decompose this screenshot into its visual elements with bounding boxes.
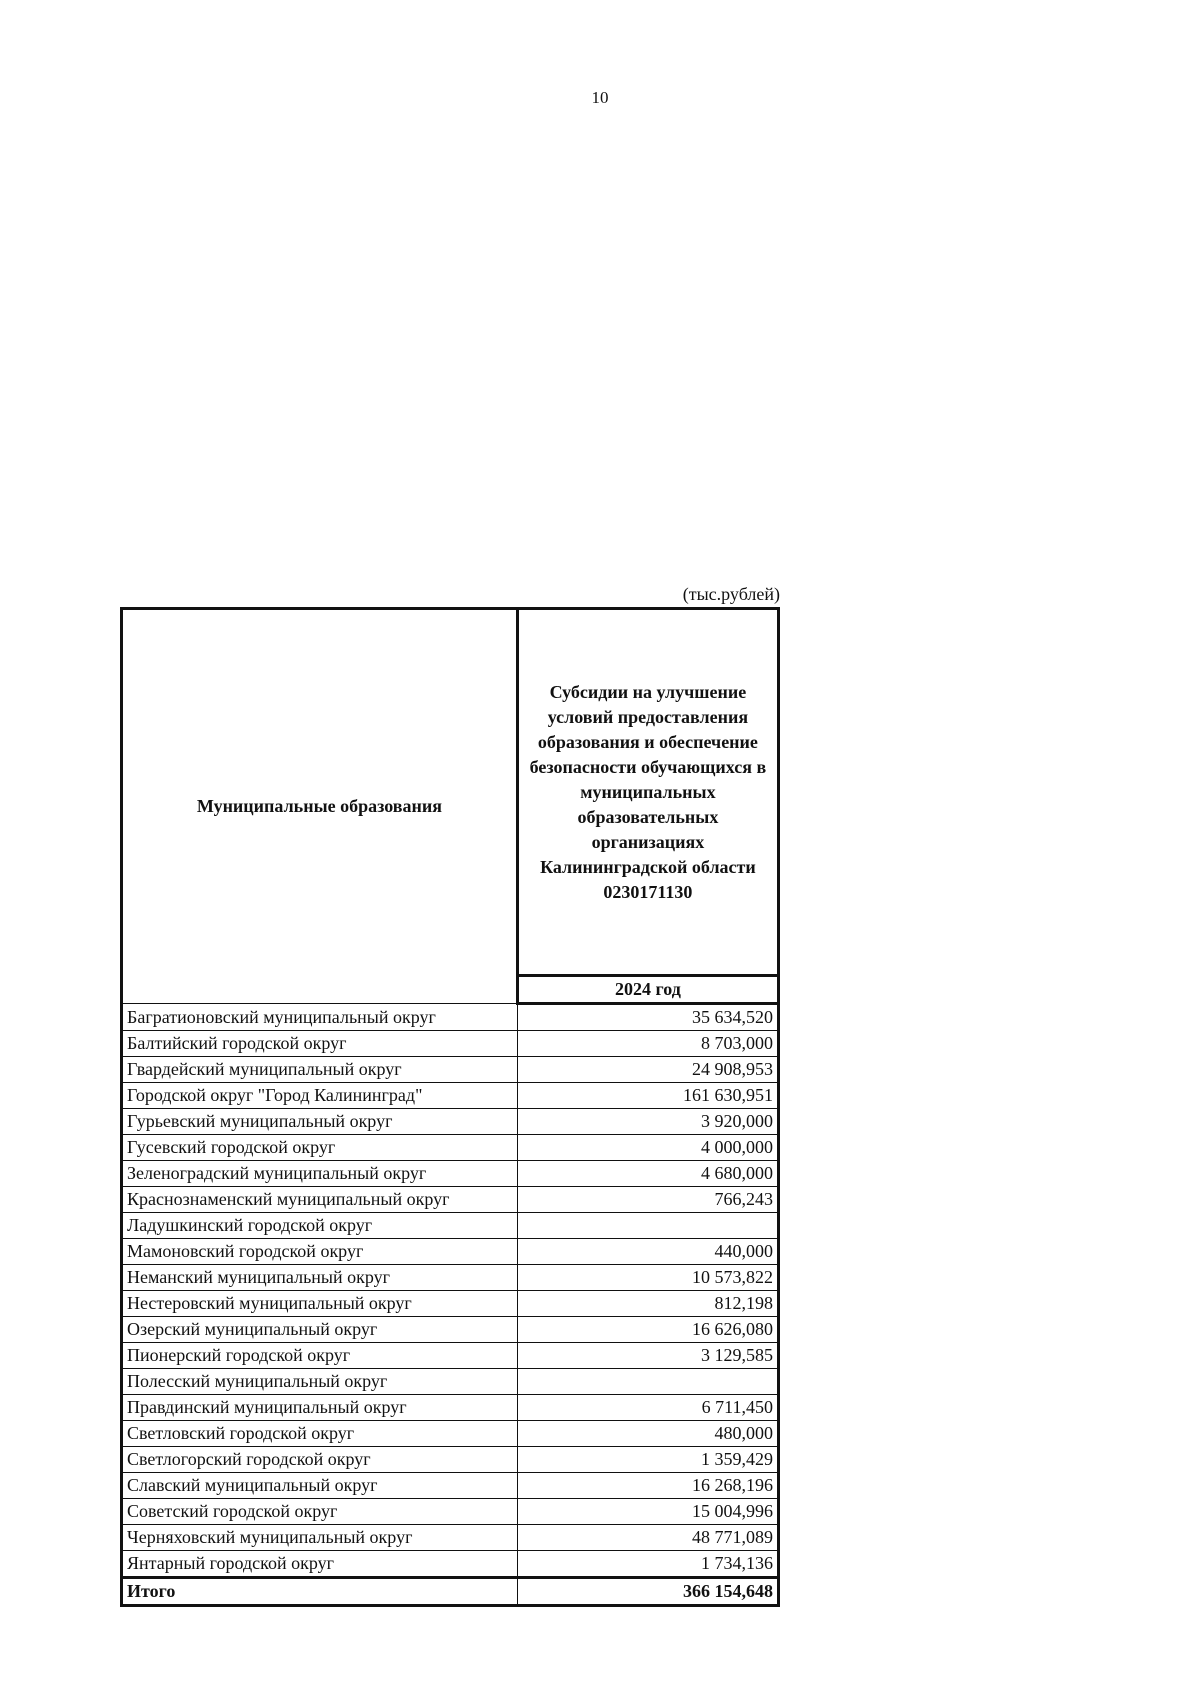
table-row [122, 1525, 779, 1551]
table-row [122, 1239, 779, 1265]
municipality-name-cell: Черняховский муниципальный округ [122, 1525, 518, 1551]
table-row [122, 1135, 779, 1161]
subsidy-value-cell: 3 920,000 [517, 1109, 778, 1135]
subsidy-value-cell: 1 734,136 [517, 1551, 778, 1578]
municipality-name-cell: Городской округ "Город Калининград" [122, 1083, 518, 1109]
table-row [122, 1161, 779, 1187]
table-row [122, 1291, 779, 1317]
table-row [122, 1551, 779, 1578]
table-row [122, 1395, 779, 1421]
table-row [122, 1031, 779, 1057]
municipality-name-cell: Советский городской округ [122, 1499, 518, 1525]
municipality-name-cell: Озерский муниципальный округ [122, 1317, 518, 1343]
subsidy-value-cell: 4 680,000 [517, 1161, 778, 1187]
table-row [122, 1317, 779, 1343]
municipality-name-cell: Правдинский муниципальный округ [122, 1395, 518, 1421]
table-row [122, 1187, 779, 1213]
subsidy-value-cell: 24 908,953 [517, 1057, 778, 1083]
subsidy-value-cell: 8 703,000 [517, 1031, 778, 1057]
subsidy-table [120, 607, 780, 1607]
subsidy-value-cell: 3 129,585 [517, 1343, 778, 1369]
municipality-name-cell: Светловский городской округ [122, 1421, 518, 1447]
municipality-column-header: Муниципальные образования [122, 609, 518, 1004]
municipality-name-cell: Светлогорский городской округ [122, 1447, 518, 1473]
municipality-name-cell: Ладушкинский городской округ [122, 1213, 518, 1239]
subsidy-value-cell: 766,243 [517, 1187, 778, 1213]
municipality-name-cell: Краснознаменский муниципальный округ [122, 1187, 518, 1213]
subsidy-value-cell [517, 1213, 778, 1239]
table-row [122, 1369, 779, 1395]
subsidy-value-cell: 48 771,089 [517, 1525, 778, 1551]
subsidy-column-header: Субсидии на улучшение условий предоставления образования и обеспечение безопасности обучающихся в муниципальных образовательных организациях Калининградской области 0230171130 [517, 609, 778, 976]
table-row [122, 1083, 779, 1109]
table-row [122, 1213, 779, 1239]
table-row [122, 1343, 779, 1369]
municipality-name-cell: Пионерский городской округ [122, 1343, 518, 1369]
municipality-name-cell: Зеленоградский муниципальный округ [122, 1161, 518, 1187]
table-header-row [122, 609, 779, 976]
subsidy-value-cell: 16 268,196 [517, 1473, 778, 1499]
subsidy-value-cell: 4 000,000 [517, 1135, 778, 1161]
municipality-name-cell: Гусевский городской округ [122, 1135, 518, 1161]
municipality-name-cell: Янтарный городской округ [122, 1551, 518, 1578]
municipality-name-cell: Балтийский городской округ [122, 1031, 518, 1057]
total-row [122, 1578, 779, 1606]
subsidy-value-cell: 16 626,080 [517, 1317, 778, 1343]
municipality-name-cell: Гвардейский муниципальный округ [122, 1057, 518, 1083]
subsidy-value-cell: 480,000 [517, 1421, 778, 1447]
municipality-name-cell: Мамоновский городской округ [122, 1239, 518, 1265]
total-label: Итого [122, 1578, 518, 1606]
municipality-name-cell: Гурьевский муниципальный округ [122, 1109, 518, 1135]
subsidy-value-cell: 10 573,822 [517, 1265, 778, 1291]
table-row [122, 1109, 779, 1135]
table-row [122, 1004, 779, 1031]
subsidy-value-cell: 161 630,951 [517, 1083, 778, 1109]
table-row [122, 1057, 779, 1083]
year-header: 2024 год [517, 976, 778, 1004]
subsidy-value-cell: 15 004,996 [517, 1499, 778, 1525]
subsidy-value-cell: 1 359,429 [517, 1447, 778, 1473]
table-row [122, 1265, 779, 1291]
municipality-name-cell: Полесский муниципальный округ [122, 1369, 518, 1395]
municipality-name-cell: Багратионовский муниципальный округ [122, 1004, 518, 1031]
page-number: 10 [591, 88, 609, 107]
municipality-name-cell: Нестеровский муниципальный округ [122, 1291, 518, 1317]
table-row [122, 1447, 779, 1473]
subsidy-value-cell: 440,000 [517, 1239, 778, 1265]
table-row [122, 1473, 779, 1499]
municipality-name-cell: Славский муниципальный округ [122, 1473, 518, 1499]
table-row [122, 1499, 779, 1525]
units-note: (тыс.рублей) [682, 584, 780, 604]
subsidy-value-cell [517, 1369, 778, 1395]
subsidy-value-cell: 6 711,450 [517, 1395, 778, 1421]
subsidy-value-cell: 35 634,520 [517, 1004, 778, 1031]
total-value: 366 154,648 [517, 1578, 778, 1606]
municipality-name-cell: Неманский муниципальный округ [122, 1265, 518, 1291]
subsidy-value-cell: 812,198 [517, 1291, 778, 1317]
table-row [122, 1421, 779, 1447]
